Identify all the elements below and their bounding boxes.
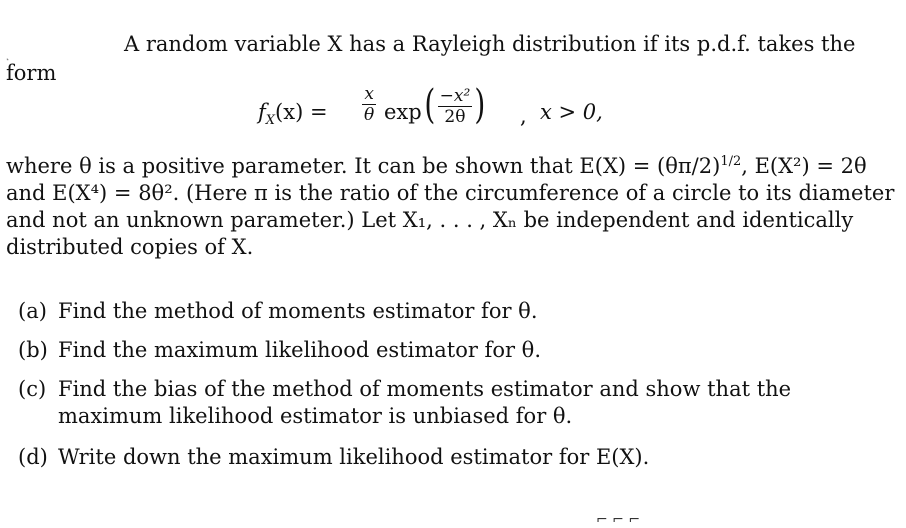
- part-label: (d): [18, 445, 48, 469]
- part-b: [18, 337, 868, 364]
- part-text: Find the method of moments estimator for θ.: [58, 299, 538, 323]
- body-line-3: and not an unknown parameter.) Let X₁, . . . , Xₙ be independent and identically: [6, 208, 854, 232]
- part-text: Find the maximum likelihood estimator for θ.: [58, 338, 541, 362]
- part-label: (c): [18, 377, 47, 401]
- part-label: (a): [18, 299, 47, 323]
- part-d: [18, 444, 868, 471]
- part-text: Write down the maximum likelihood estimator for E(X).: [58, 445, 650, 469]
- body-line-1: where θ is a positive parameter. It can be shown that $E(X) = (\theta\pi/2)^{1/2}$, E(X²) = 2θ: [6, 154, 867, 178]
- pdf-formula: $f_X(x)$ = $\frac{x}{\theta}$ exp ( $\frac{\text{−x²}}{2\theta}$ ) , x > 0,: [258, 81, 603, 129]
- formula-arg: (x) =: [275, 100, 328, 124]
- formula-subscript: X: [265, 113, 276, 129]
- part-a: [18, 298, 868, 325]
- part-label: (b): [18, 338, 48, 362]
- intro-line-2: form: [6, 61, 57, 85]
- fraction-x-over-theta: $\frac{x}{\theta}$: [364, 84, 375, 125]
- intro-line-1: A random variable X has a Rayleigh distribution if its p.d.f. takes the: [124, 32, 856, 56]
- formula-exp: exp: [384, 100, 422, 124]
- body-line-2: and E(X⁴) = 8θ². (Here π is the ratio of the circumference of a circle to its diameter: [6, 181, 895, 205]
- body-paragraph: [6, 153, 895, 261]
- formula-lhs: f: [258, 100, 266, 124]
- part-c: [18, 376, 868, 430]
- formula-condition: x > 0,: [540, 100, 603, 124]
- cropped-text-fragment: ⌐ ⌐ ⌐: [596, 512, 641, 528]
- left-paren: (: [424, 81, 436, 128]
- fraction-exponent: $\frac{\text{−x²}}{2\theta}$: [439, 86, 471, 127]
- body-line-4: distributed copies of X.: [6, 235, 254, 259]
- page-fragment-mark: ˻: [6, 50, 10, 61]
- part-text: Find the bias of the method of moments estimator and show that the maximum likelihood estimator is unbiased for θ.: [58, 377, 792, 428]
- right-paren: ): [474, 81, 486, 128]
